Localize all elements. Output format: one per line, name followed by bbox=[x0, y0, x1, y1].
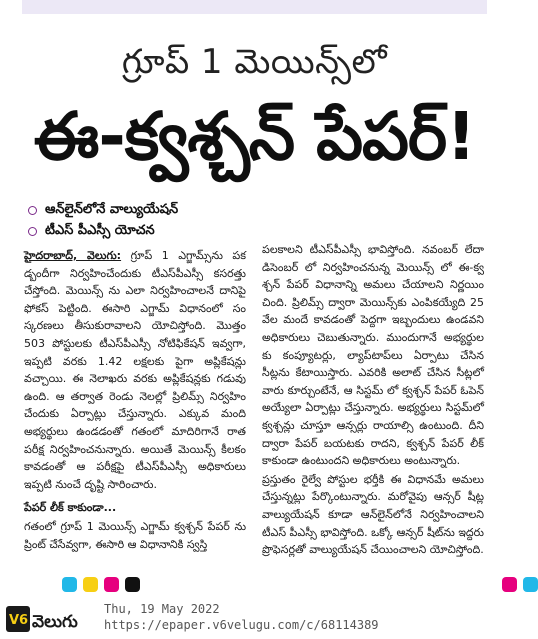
kicker: గ్రూప్ 1 మెయిన్స్‌లో bbox=[121, 42, 388, 82]
registration-marks-left bbox=[62, 577, 140, 592]
registration-dot bbox=[62, 577, 77, 592]
footer bbox=[0, 598, 538, 639]
bullet-text: ఆన్‌లైన్‌లోనే వాల్యుయేషన్ bbox=[45, 201, 179, 217]
registration-dot bbox=[523, 577, 538, 592]
registration-dot bbox=[83, 577, 98, 592]
bullet-icon bbox=[28, 206, 37, 215]
edition-date: Thu, 19 May 2022 bbox=[104, 602, 220, 616]
bullet-item bbox=[28, 221, 178, 242]
bullet-item bbox=[28, 200, 178, 221]
paragraph-text: గ్రూప్ 1 ఎగ్జామ్స్‌ను పక డ్బందీగా నిర్వహించేందుకు టీఎస్‌పీఎస్సీ కసరత్తు చేస్తోంది. మెయిన్స్ ను ఎలా నిర్వహించాలనే దానిపై ఫోకస్ పెట్టింది. ఈసారి ఎగ్జామ్ విధానంలో సం స్కరణలు తీసుకురావాలని యోచిస్తోంది. మొత్తం 503 పోస్టులకు టీఎస్‌పీఎస్సీ నోటిఫికేషన్ ఇవ్వగా, ఇప్పటి వరకు 1.42 లక్షలకు పైగా అప్లికేషన్లు వచ్చాయి. ఈ నెలాఖరు వరకు అప్లికేషన్లకు గడువు ఉంది. ఆ తర్వాత రెండు నెలల్లో ప్రిలిమ్స్ నిర్వహిం చేందుకు ఏర్పాట్లు చేస్తున్నారు. ఎక్కువ మంది అభ్యర్థులు ఉండడంతో గతంలో మాదిరిగానే రాత పరీక్ష నిర్వహించనున్నారు. అయితే మెయిన్స్ కీలకం కావడంతో ఆ పరీక్షపై టీఎస్‌పీఎస్సీ అధికారులు ఇప్పటి నుంచే దృష్టి సారించారు. bbox=[24, 249, 246, 491]
registration-marks-right bbox=[502, 577, 538, 592]
bullet-icon bbox=[28, 227, 37, 236]
bullet-list bbox=[28, 200, 178, 242]
paragraph: గతంలో గ్రూప్ 1 మెయిన్స్ ఎగ్జామ్ క్వశ్చన్ పేపర్ ను ప్రింట్ చేసేవ్వగా, ఈసారి ఆ విధానానికి స్వస్తి bbox=[24, 519, 246, 551]
logo-text: వెలుగు bbox=[32, 612, 78, 632]
registration-dot bbox=[104, 577, 119, 592]
news-clipping bbox=[22, 14, 487, 574]
top-band bbox=[22, 0, 487, 14]
registration-dot bbox=[502, 577, 517, 592]
logo-mark: V6 bbox=[9, 613, 29, 628]
epaper-link[interactable]: https://epaper.v6velugu.com/c/68114389 bbox=[104, 618, 379, 632]
dateline: హైదరాబాద్, వెలుగు: bbox=[24, 249, 122, 262]
v6-velugu-logo bbox=[4, 600, 94, 636]
headline: ఈ-క్వశ్చన్ పేపర్! bbox=[33, 98, 476, 175]
column-right bbox=[262, 241, 484, 560]
column-left bbox=[24, 247, 246, 554]
paragraph bbox=[24, 247, 246, 493]
bullet-text: టీఎస్ పీఎస్సీ యోచన bbox=[45, 222, 155, 238]
paragraph: ప్రస్తుతం రైల్వే పోస్టుల భర్తీకి ఈ విధానమే అమలు చేస్తున్నట్లు పేర్కొంటున్నారు. మరోవైపు ఆన్సర్ షీట్ల వాల్యుయేషన్ కూడా ఆన్‌లైన్‌లోనే నిర్వహించాలని టీఎస్ పీఎస్సీ భావిస్తోంది. ఒక్కో ఆన్సర్ షీట్‌ను ఇద్దరు ప్రొఫెసర్లతో వాల్యుయేషన్ చేయించాలని యోచిస్తోంది. bbox=[262, 472, 484, 557]
registration-dot bbox=[125, 577, 140, 592]
subhead: పేపర్ లీక్ కాకుండా... bbox=[24, 501, 117, 515]
paragraph: పలకాలని టీఎస్‌పీఎస్సీ భావిస్తోంది. నవంబర్ లేదా డిసెంబర్ లో నిర్వహించనున్న మెయిన్స్ లో ఈ-క్వ శ్చన్ పేపర్ విధానాన్ని అమలు చేయాలని నిర్ణయిం చింది. ప్రిలిమ్స్ ద్వారా మెయిన్స్‌కు ఎంపికయ్యేది 25 వేల మందే కావడంతో పెద్దగా ఇబ్బందులు ఉండవని అధికారులు చెబుతున్నారు. ముందుగానే అభ్యర్థుల కు కంప్యూటర్లు, ల్యాప్‌టాప్‌లు ఏర్పాటు చేసిన సీట్లను కేటాయిస్తారు. ఎవరికి అలాట్ చేసిన సీట్లలో వారు కూర్చుంటేనే, ఆ సిస్టమ్ లో క్వశ్చన్ పేపర్ ఓపెన్ అయ్యేలా ఏర్పాట్లు చేస్తున్నారు. అభ్యర్థులు సిస్టమ్‌లో క్వశ్చన్లు చూస్తూ ఆన్సర్లు రాయాల్సి ఉంటుంది. దీని ద్వారా పేపర్ బయటకు రాదని, క్వశ్చన్ పేపర్ లీక్ కాకుండా ఉంటుందని అధికారులు అంటున్నారు. bbox=[262, 243, 484, 468]
